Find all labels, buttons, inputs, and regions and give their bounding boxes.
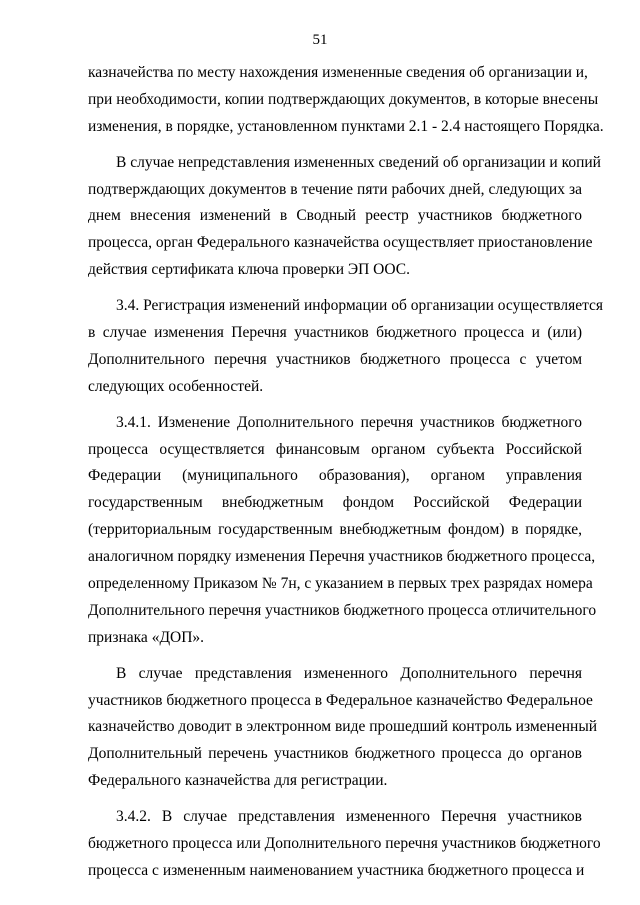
text-line: Дополнительного перечня участников бюджетного процесса отличительного: [88, 601, 597, 619]
paragraph-section-3-4-1: [88, 410, 597, 652]
paragraph-nonsubmission: [88, 150, 601, 284]
text-line: казначейства по месту нахождения измененные сведения об организации и,: [88, 64, 588, 81]
text-line: 3.4.1. Изменение Дополнительного перечня участников бюджетного: [116, 413, 582, 431]
text-line: при необходимости, копии подтверждающих документов, в которые внесены: [88, 90, 599, 108]
text-line: изменения, в порядке, установленном пунктами 2.1 - 2.4 настоящего Порядка.: [88, 117, 604, 135]
page-number: 51: [312, 32, 328, 48]
text-line: процесса с измененным наименованием участника бюджетного процесса и: [88, 861, 585, 879]
paragraph-section-3-4-2: [88, 804, 601, 885]
text-line: государственным внебюджетным фондом Российской Федерации: [88, 494, 582, 512]
text-line: Дополнительный перечень участников бюджетного процесса до органов: [88, 745, 582, 763]
text-line: определенному Приказом № 7н, с указанием в первых трех разрядах номера: [88, 575, 593, 593]
text-line: процесса осуществляется финансовым органом субъекта Российской: [88, 440, 582, 458]
text-line: Федерации (муниципального образования), органом управления: [88, 467, 582, 485]
document-body: [88, 60, 604, 885]
text-line: действия сертификата ключа проверки ЭП ООС.: [88, 261, 410, 279]
text-line: подтверждающих документов в течение пяти рабочих дней, следующих за: [88, 180, 582, 198]
text-line: 3.4.2. В случае представления измененного Перечня участников: [116, 808, 582, 826]
text-line: признака «ДОП».: [88, 628, 205, 646]
text-line: В случае представления измененного Дополнительного перечня: [116, 664, 582, 682]
text-line: 3.4. Регистрация изменений информации об организации осуществляется: [116, 297, 604, 315]
text-line: В случае непредставления измененных сведений об организации и копий: [116, 153, 601, 171]
text-line: участников бюджетного процесса в Федеральное казначейство Федеральное: [88, 691, 593, 709]
text-line: Федерального казначейства для регистрации.: [88, 772, 388, 790]
paragraph-section-3-4: [88, 293, 604, 401]
paragraph-additional-list: [88, 661, 598, 795]
paragraph-continuation: [88, 60, 604, 141]
text-line: (территориальным государственным внебюджетным фондом) в порядке,: [88, 521, 582, 539]
text-line: следующих особенностей.: [88, 377, 264, 395]
text-line: бюджетного процесса или Дополнительного перечня участников бюджетного: [88, 835, 601, 853]
text-line: казначейство доводит в электронном виде прошедший контроль измененный: [88, 718, 598, 736]
text-line: днем внесения изменений в Сводный реестр участников бюджетного: [88, 207, 582, 225]
text-line: в случае изменения Перечня участников бюджетного процесса и (или): [88, 324, 582, 342]
text-line: аналогичном порядку изменения Перечня участников бюджетного процесса,: [88, 548, 596, 566]
text-line: процесса, орган Федерального казначейства осуществляет приостановление: [88, 234, 593, 252]
text-line: Дополнительного перечня участников бюджетного процесса с учетом: [88, 350, 582, 368]
